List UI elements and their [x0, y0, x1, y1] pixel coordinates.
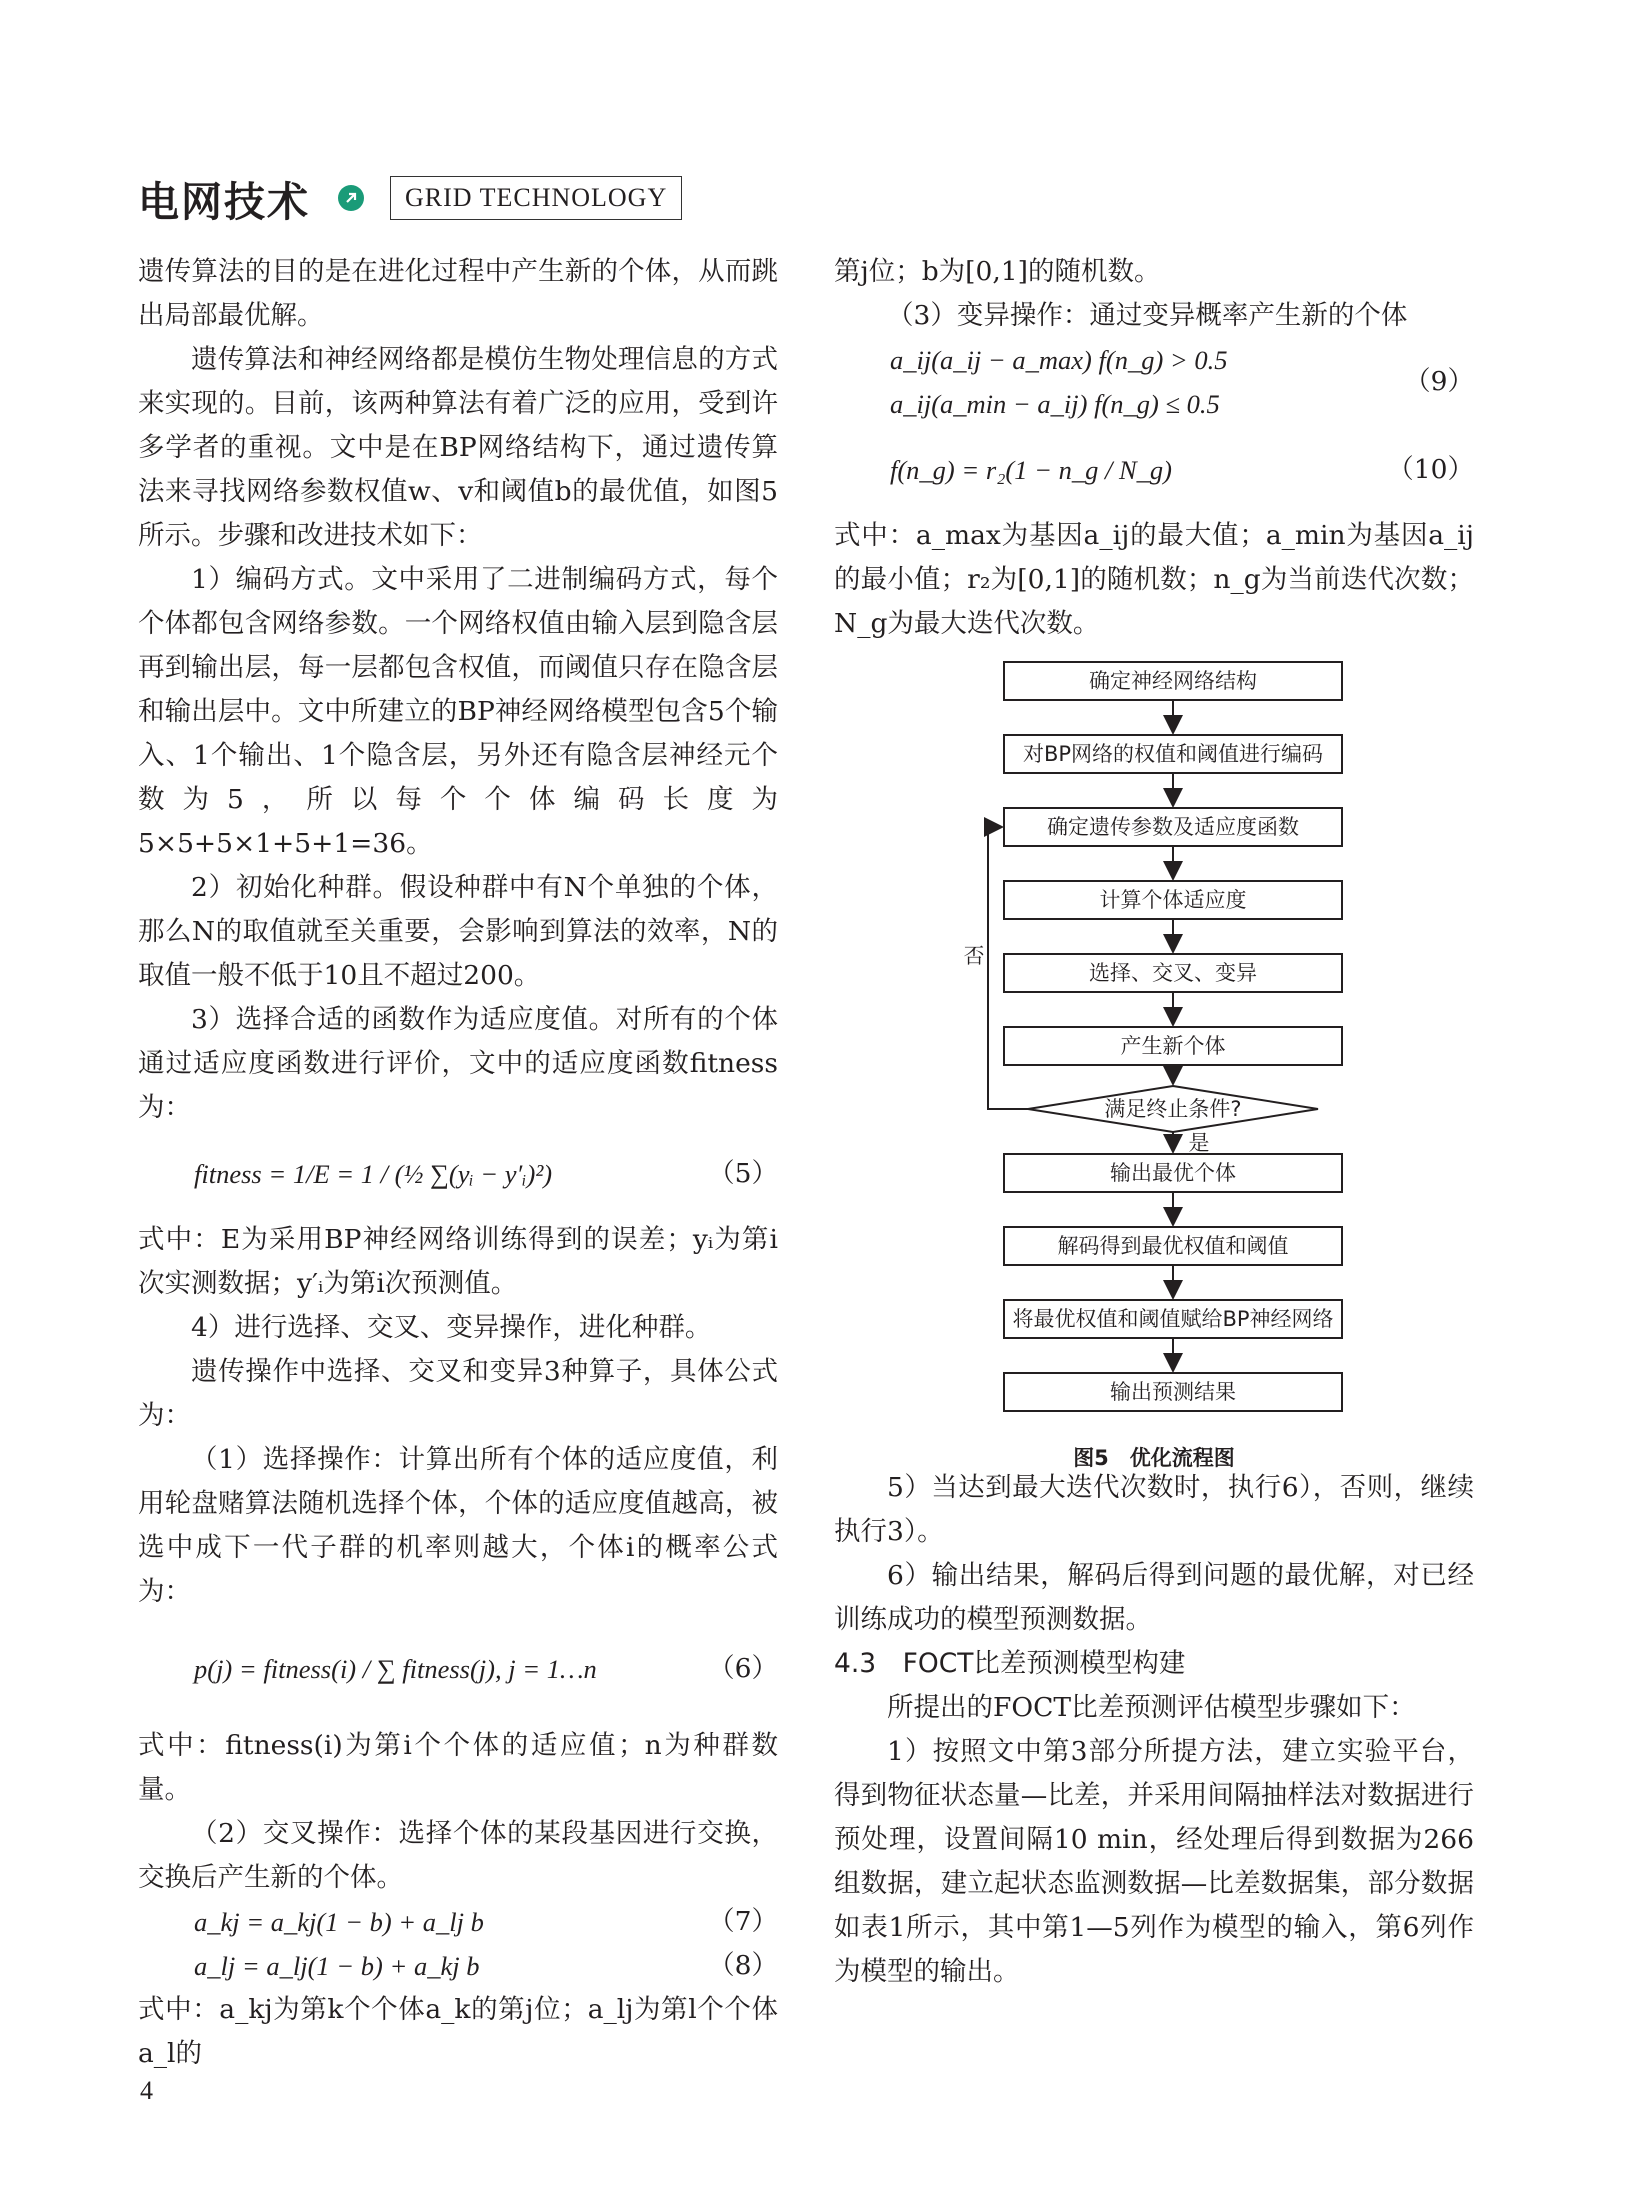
paragraph: 式中：E为采用BP神经网络训练得到的误差；yᵢ为第i次实测数据；y′ᵢ为第i次预测值。	[138, 1224, 778, 1299]
paragraph: 3）选择合适的函数作为适应度值。对所有的个体通过适应度函数进行评价，文中的适应度函数fitness为：	[138, 1004, 778, 1123]
equation-number: （9）	[1404, 366, 1474, 397]
equation-text: f(n_g) = r₂(1 − n_g / N_g)	[890, 455, 1172, 485]
paragraph: 4）进行选择、交叉、变异操作，进化种群。	[191, 1312, 712, 1343]
flow-box-label: 将最优权值和阈值赋给BP神经网络	[1012, 1307, 1334, 1331]
flow-box-label: 输出最优个体	[1110, 1161, 1236, 1185]
flow-box-label: 计算个体适应度	[1099, 888, 1247, 912]
paragraph: 5）当达到最大迭代次数时，执行6），否则，继续执行3）。	[834, 1472, 1474, 1547]
page-number: 4	[140, 2076, 153, 2105]
flow-box-label: 对BP网络的权值和阈值进行编码	[1022, 742, 1324, 766]
equation-6	[138, 1614, 778, 1724]
equation-9	[834, 338, 1474, 426]
flow-decision-label: 满足终止条件?	[1104, 1097, 1242, 1121]
equation-5	[138, 1130, 778, 1218]
equation-text: a_kj = a_kj(1 − b) + a_lj b	[194, 1907, 484, 1937]
flow-box-label: 解码得到最优权值和阈值	[1057, 1234, 1289, 1258]
equation-text: p(j) = fitness(i) / ∑ fitness(j), j = 1…n	[194, 1654, 597, 1684]
flow-loop-arrow	[988, 827, 1028, 1109]
paragraph: （1）选择操作：计算出所有个体的适应度值，利用轮盘赌算法随机选择个体，个体的适应度值越高，被选中成下一代子群的机率则越大，个体i的概率公式为：	[138, 1444, 778, 1607]
flow-no-label: 否	[963, 944, 985, 968]
flow-box-label: 产生新个体	[1120, 1034, 1226, 1058]
paragraph: 遗传算法和神经网络都是模仿生物处理信息的方式来实现的。目前，该两种算法有着广泛的应用，受到许多学者的重视。文中是在BP网络结构下，通过遗传算法来寻找网络参数权值w、v和阈值b的最优值，如图5所示。步骤和改进技术如下：	[138, 344, 778, 551]
paragraph: 1）编码方式。文中采用了二进制编码方式，每个个体都包含网络参数。一个网络权值由输入层到隐含层再到输出层，每一层都包含权值，而阈值只存在隐含层和输出层中。文中所建立的BP神经网络模型包含5个输入、1个输出、1个隐含层，另外还有隐含层神经元个数为5，所以每个个体编码长度为5×5+5×1+5+1=36。	[138, 564, 778, 859]
flow-box-label: 选择、交叉、变异	[1089, 961, 1257, 985]
journal-title-en: GRID TECHNOLOGY	[390, 176, 682, 220]
equation-text: fitness = 1/E = 1 / (½ ∑(yᵢ − y′ᵢ)²)	[194, 1159, 553, 1189]
paragraph: 遗传算法的目的是在进化过程中产生新的个体，从而跳出局部最优解。	[138, 256, 778, 331]
paragraph: （2）交叉操作：选择个体的某段基因进行交换，交换后产生新的个体。	[138, 1818, 778, 1893]
paragraph: 遗传操作中选择、交叉和变异3种算子，具体公式为：	[138, 1356, 778, 1431]
section-heading: 4.3 FOCT比差预测模型构建	[834, 1648, 1186, 1679]
equation-number: （7）	[708, 1906, 778, 1937]
equation-text: a_ij(a_min − a_ij) f(n_g) ≤ 0.5	[890, 389, 1220, 419]
equation-7	[138, 1900, 778, 1944]
paragraph: 式中：a_kj为第k个个体a_k的第j位；a_lj为第l个个体a_l的	[138, 1994, 778, 2069]
journal-header	[138, 172, 682, 224]
figure-caption: 图5 优化流程图	[1073, 1446, 1235, 1470]
flow-box-label: 输出预测结果	[1110, 1380, 1236, 1404]
paragraph: 6）输出结果，解码后得到问题的最优解，对已经训练成功的模型预测数据。	[834, 1560, 1474, 1635]
flow-box-label: 确定遗传参数及适应度函数	[1047, 815, 1299, 839]
flow-box-label: 确定神经网络结构	[1089, 669, 1257, 693]
equation-number: （5）	[708, 1158, 778, 1189]
paragraph: （3）变异操作：通过变异概率产生新的个体	[887, 300, 1408, 331]
journal-logo-icon	[338, 185, 364, 211]
equation-number: （8）	[708, 1950, 778, 1981]
equation-10	[834, 426, 1474, 514]
equation-8	[138, 1944, 778, 1988]
equation-text: a_lj = a_lj(1 − b) + a_kj b	[194, 1951, 480, 1981]
flowchart	[834, 654, 1474, 1424]
paragraph: 式中：a_max为基因a_ij的最大值；a_min为基因a_ij的最小值；r₂为[0,1]的随机数；n_g为当前迭代次数；N_g为最大迭代次数。	[834, 520, 1474, 639]
flow-yes-label: 是	[1188, 1131, 1210, 1155]
journal-title-cn: 电网技术	[138, 177, 310, 226]
equation-number: （6）	[708, 1653, 778, 1684]
equation-text: a_ij(a_ij − a_max) f(n_g) > 0.5	[890, 345, 1228, 375]
right-column	[834, 250, 1474, 1994]
paragraph: 2）初始化种群。假设种群中有N个单独的个体，那么N的取值就至关重要，会影响到算法的效率，N的取值一般不低于10且不超过200。	[138, 872, 778, 991]
paragraph: 所提出的FOCT比差预测评估模型步骤如下：	[887, 1692, 1416, 1723]
paragraph: 1）按照文中第3部分所提方法，建立实验平台，得到物征状态量—比差，并采用间隔抽样法对数据进行预处理，设置间隔10 min，经处理后得到数据为266组数据，建立起状态监测数据—比差数据集，部分数据如表1所示，其中第1—5列作为模型的输入，第6列作为模型的输出。	[834, 1736, 1474, 1987]
figure-5	[834, 654, 1474, 1470]
paragraph: 式中：fitness(i)为第i个个体的适应值；n为种群数量。	[138, 1730, 778, 1805]
paragraph: 第j位；b为[0,1]的随机数。	[834, 256, 1161, 287]
left-column	[138, 250, 778, 2076]
equation-number: （10）	[1387, 454, 1474, 485]
